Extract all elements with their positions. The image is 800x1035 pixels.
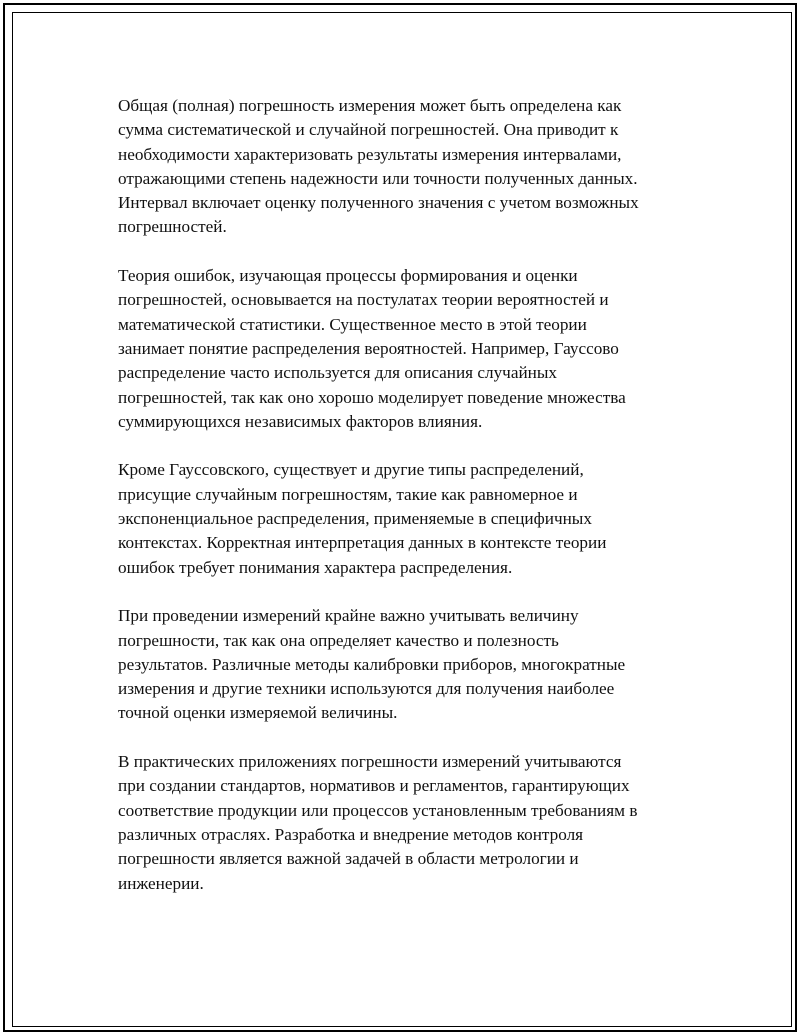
document-body [118,94,698,920]
paragraph-practical-applications: В практических приложениях погрешности измерений учитываются при создании стандартов, нормативов и регламентов, гарантирующих соответствие продукции или процессов установленным требованиям в различных отраслях. Разработка и внедрение методов контроля погрешности является важной задачей в области метрологии и инженерии. [118,752,638,893]
paragraph-total-error: Общая (полная) погрешность измерения может быть определена как сумма систематической и случайной погрешностей. Она приводит к необходимости характеризовать результаты измерения интервалами, отражающими степень надежности или точности полученных данных. Интервал включает оценку полученного значения с учетом возможных погрешностей. [118,96,639,237]
paragraph-error-theory: Теория ошибок, изучающая процессы формирования и оценки погрешностей, основывается на постулатах теории вероятностей и математической статистики. Существенное место в этой теории занимает понятие распределения вероятностей. Например, Гауссово распределение часто используется для описания случайных погрешностей, так как оно хорошо моделирует поведение множества суммирующихся независимых факторов влияния. [118,266,626,431]
paragraph-distribution-types: Кроме Гауссовского, существует и другие типы распределений, присущие случайным погрешностям, такие как равномерное и экспоненциальное распределения, применяемые в специфичных контекстах. Корректная интерпретация данных в контексте теории ошибок требует понимания характера распределения. [118,460,607,577]
paragraph-measurement-practice: При проведении измерений крайне важно учитывать величину погрешности, так как она определяет качество и полезность результатов. Различные методы калибровки приборов, многократные измерения и другие техники используются для получения наиболее точной оценки измеряемой величины. [118,606,626,723]
